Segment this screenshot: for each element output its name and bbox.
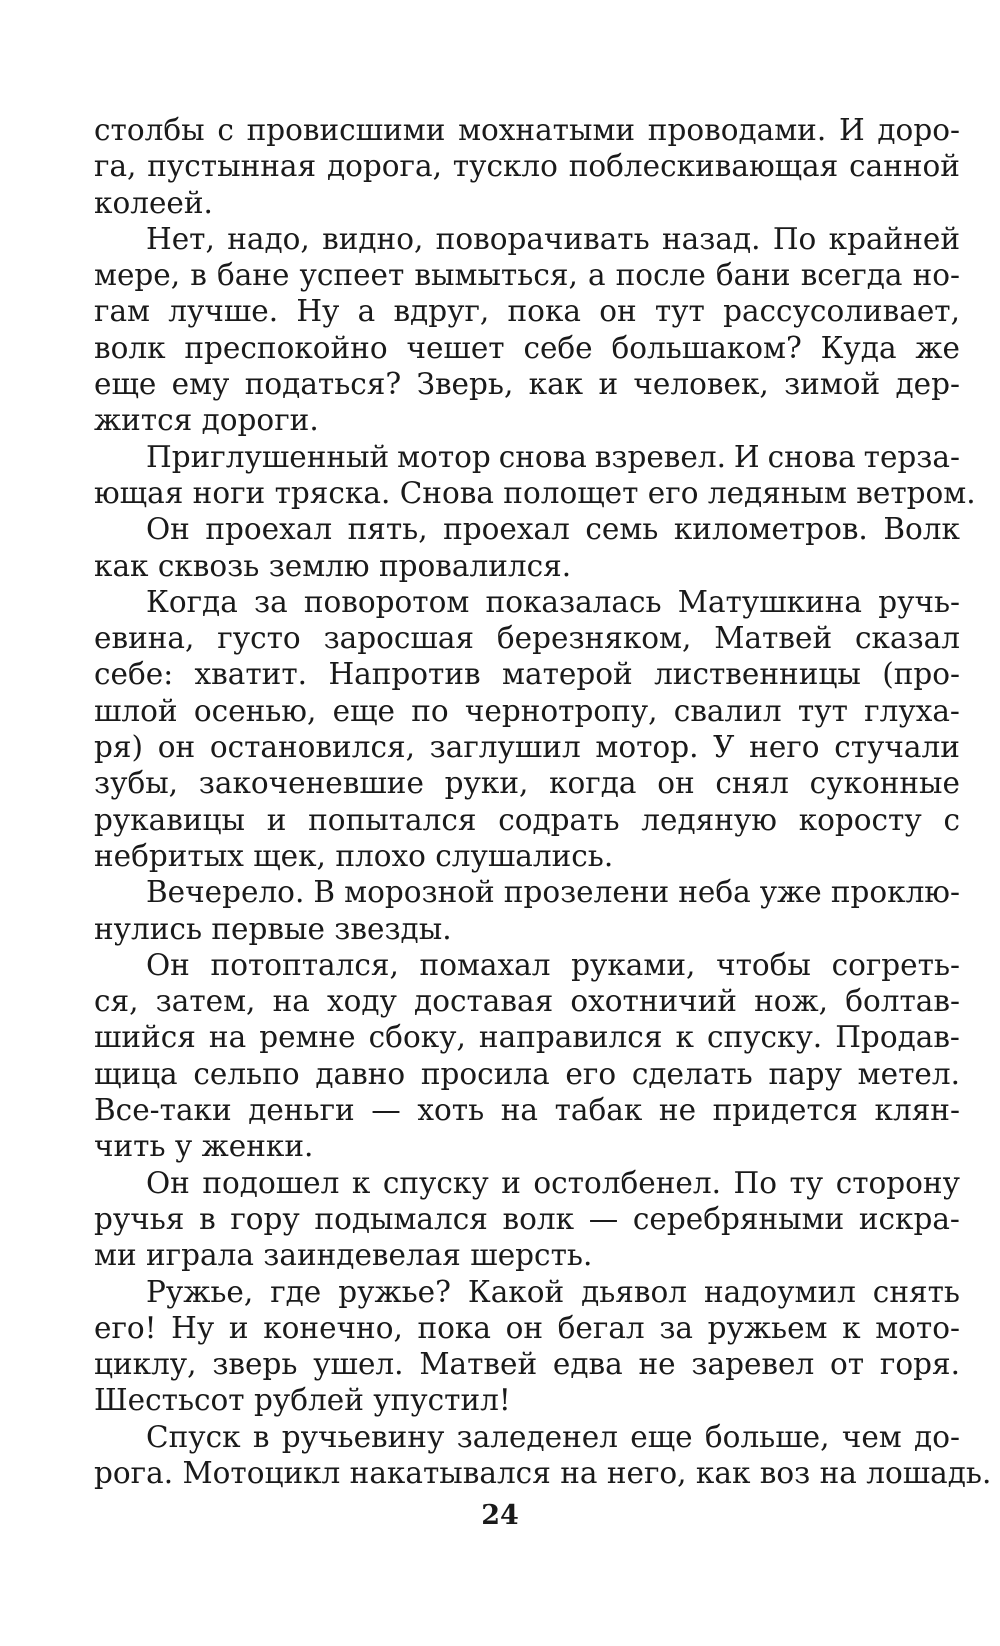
text-line: Он потоптался, помахал руками, чтобы согреть- (146, 947, 960, 982)
paragraph (94, 511, 960, 584)
text-line: ря) он остановился, заглушил мотор. У него стучали (94, 730, 960, 765)
text-line: ми играла заиндевелая шерсть. (94, 1238, 593, 1273)
text-line: Когда за поворотом показалась Матушкина ручь- (146, 584, 960, 619)
text-line: Он проехал пять, проехал семь километров. Волк (146, 512, 960, 547)
text-line: небритых щек, плохо слушались. (94, 838, 614, 873)
paragraph (94, 221, 960, 439)
text-line: столбы с провисшими мохнатыми проводами. И доро- (94, 113, 960, 147)
text-line: га, пустынная дорога, тускло поблескивающая санной (94, 149, 960, 184)
paragraph (94, 439, 976, 512)
text-line: нулись первые звезды. (94, 911, 452, 946)
text-line: еще ему податься? Зверь, как и человек, зимой дер- (94, 367, 960, 402)
text-line: себе: хватит. Напротив матерой лиственницы (про- (94, 657, 960, 692)
text-line: Вечерело. В морозной прозелени неба уже проклю- (146, 875, 960, 910)
text-line: циклу, зверь ушел. Матвей едва не заревел от горя. (94, 1347, 960, 1382)
text-line: ручья в гору подымался волк — серебряными искра- (94, 1201, 960, 1236)
text-line: рукавицы и попытался содрать ледяную коросту с (94, 802, 960, 837)
text-line: гам лучше. Ну а вдруг, пока он тут рассусоливает, (94, 294, 960, 329)
paragraph (94, 874, 960, 947)
text-line: щица сельпо давно просила его сделать пару метел. (94, 1056, 960, 1091)
text-line: Нет, надо, видно, поворачивать назад. По крайней (146, 221, 960, 256)
text-line: ся, затем, на ходу доставая охотничий нож, болтав- (94, 984, 960, 1019)
text-line: зубы, закоченевшие руки, когда он снял суконные (94, 766, 960, 801)
paragraph (94, 1274, 960, 1419)
text-line: колеей. (94, 185, 213, 220)
text-line: евина, густо заросшая березняком, Матвей сказал (94, 621, 960, 656)
paragraph (94, 947, 960, 1165)
page-text (94, 112, 992, 1491)
paragraph (94, 1419, 992, 1492)
text-line: Спуск в ручьевину заледенел еще больше, чем до- (146, 1419, 960, 1454)
text-line: ющая ноги тряска. Снова полощет его ледяным ветром. (94, 475, 976, 510)
text-line: мере, в бане успеет вымыться, а после бани всегда но- (94, 258, 960, 293)
text-line: Шестьсот рублей упустил! (94, 1383, 511, 1418)
text-line: жится дороги. (94, 403, 319, 438)
text-line: Приглушенный мотор снова взревел. И снова терза- (146, 439, 960, 474)
text-line: как сквозь землю провалился. (94, 548, 572, 583)
text-line: Он подошел к спуску и остолбенел. По ту сторону (146, 1165, 960, 1200)
text-line: чить у женки. (94, 1129, 314, 1164)
text-line: шийся на ремне сбоку, направился к спуску. Продав- (94, 1020, 960, 1055)
text-line: волк преспокойно чешет себе большаком? Куда же (94, 330, 960, 365)
text-line: его! Ну и конечно, пока он бегал за ружьем к мото- (94, 1310, 960, 1345)
paragraph (94, 1165, 960, 1274)
text-line: рога. Мотоцикл накатывался на него, как воз на лошадь. (94, 1455, 992, 1490)
text-line: Все-таки деньги — хоть на табак не придется клян- (94, 1093, 960, 1128)
paragraph (94, 584, 960, 874)
page-number: 24 (481, 1500, 519, 1531)
text-line: Ружье, где ружье? Какой дьявол надоумил снять (146, 1274, 960, 1309)
text-line: шлой осенью, еще по чернотропу, свалил тут глуха- (94, 693, 960, 728)
paragraph (94, 112, 960, 221)
